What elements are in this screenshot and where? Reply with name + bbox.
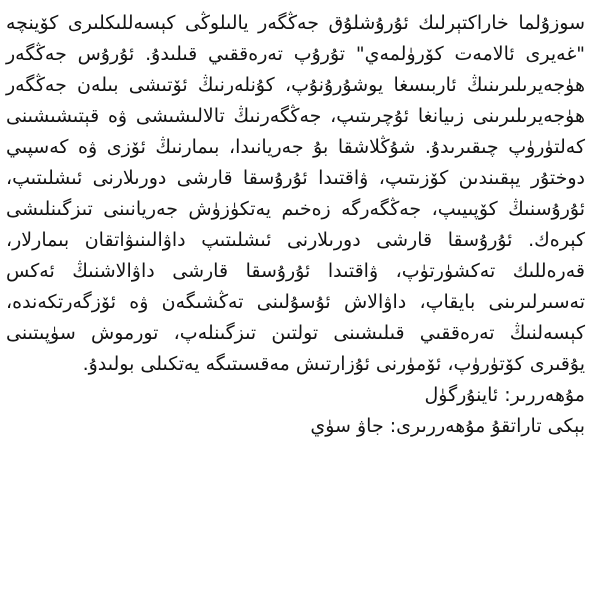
author-credit: مۇھەررىر: ئاينۇرگۈل — [424, 384, 585, 406]
editor-credit: بېكى تاراتقۇ مۇھەررىرى: جاۋ سۈي — [310, 415, 585, 437]
article-body: سوزۇلما خاراكتېرلىك ئۇرۇشلۇق جەڭگەر يالىلوڭى كېسەللىكلىرى كۆينچە "غەيرى ئالامەت كۆرۈلمەي" تۇرۇپ تەرەققىي قىلىدۇ. ئۇرۇس جەڭگەر ھۈجەيرىلىرىنىڭ ئاربىسغا يوشۇرۇنۇپ، كۇنلەرنىڭ ئۆتىشى بىلەن جەڭگەر ھۈجەيرىلىرىنى زىيانغا ئۇچرىتىپ، جەڭگەرنىڭ تالالىشىشى ۋە قېتىشىشىنى كەلتۈرۈپ چىقىرىدۇ. شۇڭلاشقا بۇ جەريانىدا، بىمارنىڭ ئۆزى ۋە كەسپىي دوختۇر يېقىندىن كۆزىتىپ، ۋاقتىدا ئۇرۇسقا قارشى دورىلارنى ئىشلىتىپ، ئۇرۇسنىڭ كۆپىيىپ، جەڭگەرگە زەخىم يەتكۈزۈش جەريانىنى تىزگىنلىشى كېرەك. ئۇرۇسقا قارشى دورىلارنى ئىشلىتىپ داۋالىنىۋاتقان بىمارلار، قەرەللىك تەكشۈرتۈپ، ۋاقتىدا ئۇرۇسقا قارشى داۋالاشنىڭ ئەكس تەسىرلىرىنى بايقاپ، داۋالاش ئۇسۇلىنى تەڭشىگەن ۋە ئۆزگەرتكەندە، كېسەلنىڭ تەرەققىي قىلىشىنى تولتىن تىزگىنلەپ، تورموش سۈپىتىنى يۇقىرى كۆتۈرۈپ، ئۆمۈرنى ئۇزارتىش مەقسىتىگە يەتكىلى بولىدۇ. — [6, 12, 585, 375]
